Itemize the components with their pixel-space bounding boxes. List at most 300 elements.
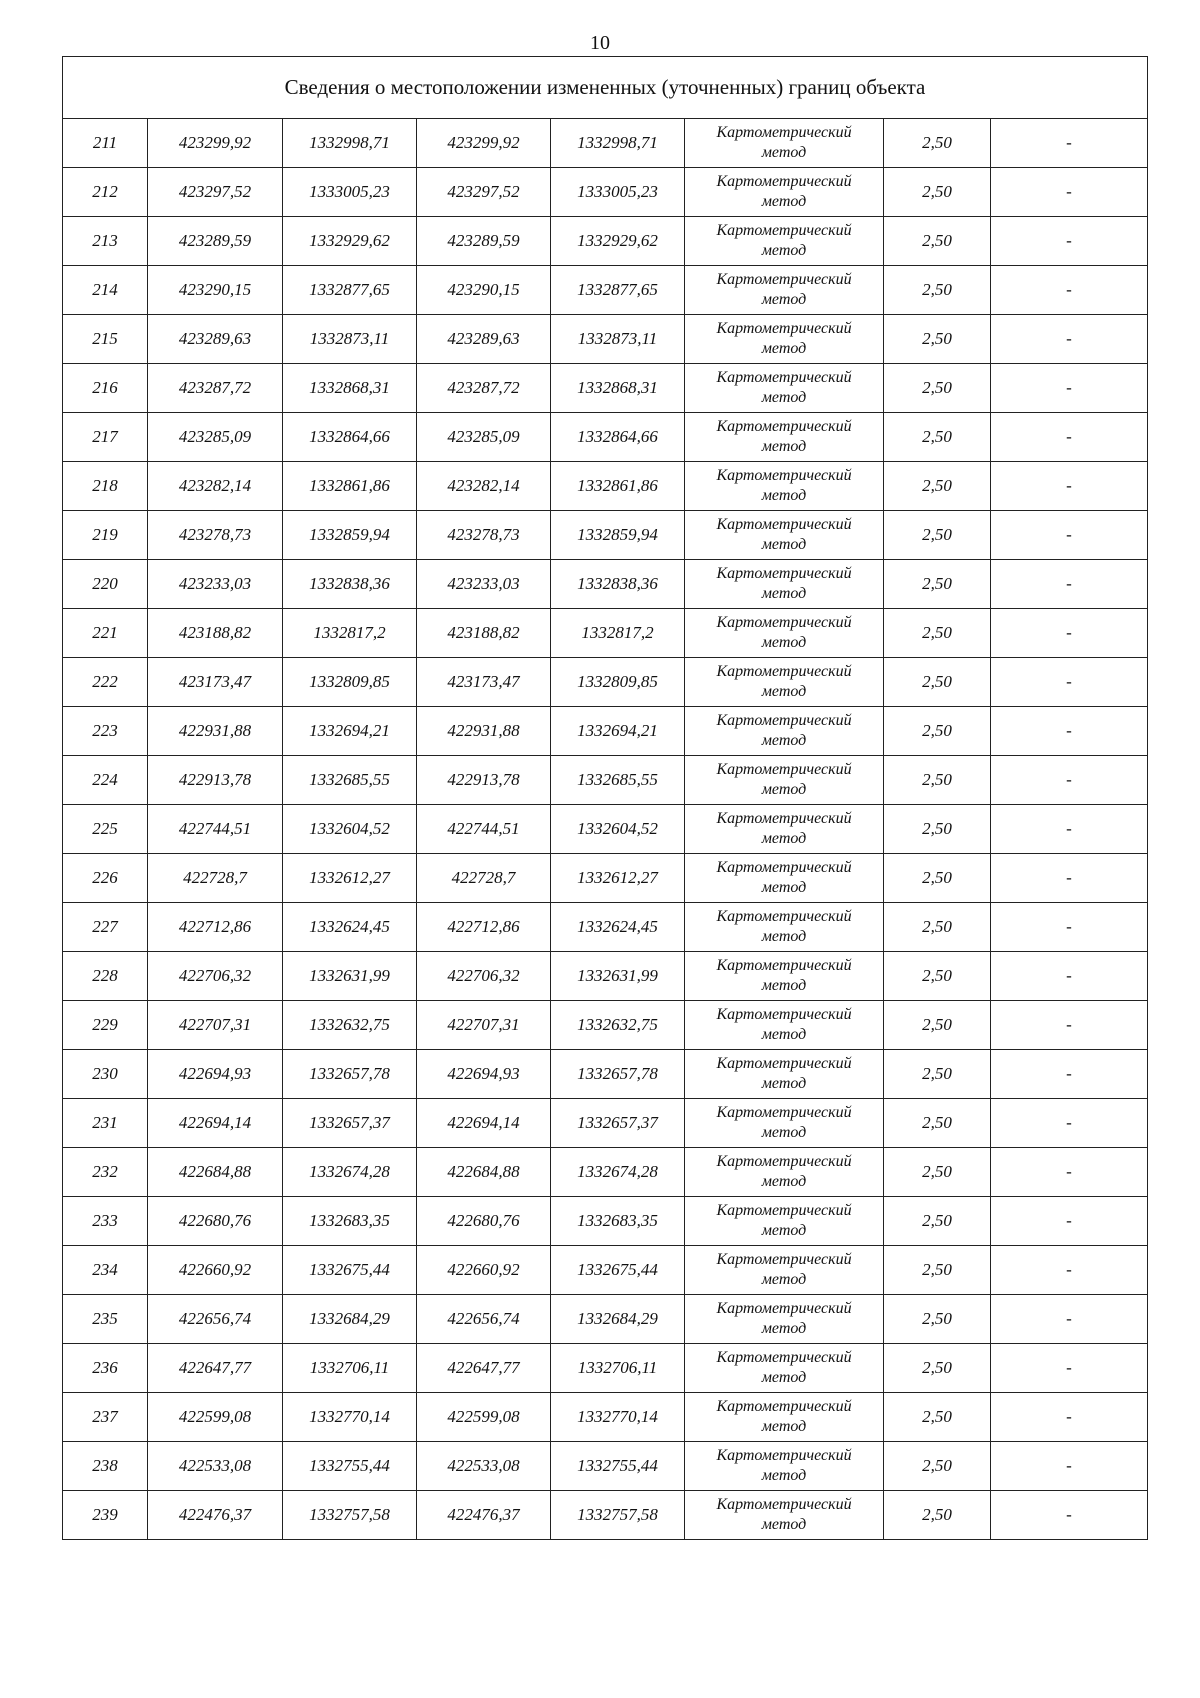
new-y-cell: 1332929,62 bbox=[551, 217, 685, 266]
point-number-cell: 219 bbox=[63, 511, 148, 560]
method-line-1: Картометрический bbox=[716, 712, 852, 729]
method-cell bbox=[685, 1001, 884, 1050]
note-cell: - bbox=[991, 952, 1148, 1001]
table-row bbox=[63, 560, 1148, 609]
table-row bbox=[63, 266, 1148, 315]
existing-x-cell: 422706,32 bbox=[148, 952, 283, 1001]
point-number-cell: 212 bbox=[63, 168, 148, 217]
table-row bbox=[63, 1442, 1148, 1491]
existing-x-cell: 422647,77 bbox=[148, 1344, 283, 1393]
existing-x-cell: 422680,76 bbox=[148, 1197, 283, 1246]
note-cell: - bbox=[991, 854, 1148, 903]
existing-y-cell: 1333005,23 bbox=[283, 168, 417, 217]
table-title: Сведения о местоположении измененных (уточненных) границ объекта bbox=[63, 57, 1148, 119]
new-y-cell: 1332757,58 bbox=[551, 1491, 685, 1540]
table-row bbox=[63, 756, 1148, 805]
table-title-row bbox=[63, 57, 1148, 119]
new-y-cell: 1333005,23 bbox=[551, 168, 685, 217]
point-number-cell: 227 bbox=[63, 903, 148, 952]
method-cell bbox=[685, 609, 884, 658]
note-cell: - bbox=[991, 119, 1148, 168]
method-cell bbox=[685, 413, 884, 462]
table-row bbox=[63, 805, 1148, 854]
existing-y-cell: 1332674,28 bbox=[283, 1148, 417, 1197]
new-x-cell: 422680,76 bbox=[417, 1197, 551, 1246]
method-line-2: метод bbox=[761, 1369, 807, 1386]
method-line-2: метод bbox=[761, 1075, 807, 1092]
new-x-cell: 423233,03 bbox=[417, 560, 551, 609]
point-number-cell: 233 bbox=[63, 1197, 148, 1246]
point-number-cell: 228 bbox=[63, 952, 148, 1001]
table-body bbox=[63, 57, 1148, 1540]
new-y-cell: 1332675,44 bbox=[551, 1246, 685, 1295]
new-x-cell: 422712,86 bbox=[417, 903, 551, 952]
note-cell: - bbox=[991, 1197, 1148, 1246]
method-line-1: Картометрический bbox=[716, 663, 852, 680]
existing-x-cell: 423188,82 bbox=[148, 609, 283, 658]
method-cell bbox=[685, 1344, 884, 1393]
existing-y-cell: 1332873,11 bbox=[283, 315, 417, 364]
existing-y-cell: 1332868,31 bbox=[283, 364, 417, 413]
new-y-cell: 1332604,52 bbox=[551, 805, 685, 854]
accuracy-cell: 2,50 bbox=[884, 952, 991, 1001]
existing-x-cell: 422476,37 bbox=[148, 1491, 283, 1540]
method-line-2: метод bbox=[761, 487, 807, 504]
note-cell: - bbox=[991, 756, 1148, 805]
point-number-cell: 220 bbox=[63, 560, 148, 609]
accuracy-cell: 2,50 bbox=[884, 1197, 991, 1246]
method-line-2: метод bbox=[761, 144, 807, 161]
note-cell: - bbox=[991, 1491, 1148, 1540]
new-y-cell: 1332685,55 bbox=[551, 756, 685, 805]
method-line-1: Картометрический bbox=[716, 1104, 852, 1121]
table-row bbox=[63, 854, 1148, 903]
note-cell: - bbox=[991, 1099, 1148, 1148]
accuracy-cell: 2,50 bbox=[884, 1246, 991, 1295]
table-row bbox=[63, 1295, 1148, 1344]
method-line-1: Картометрический bbox=[716, 1202, 852, 1219]
existing-x-cell: 422684,88 bbox=[148, 1148, 283, 1197]
table-row bbox=[63, 707, 1148, 756]
method-line-2: метод bbox=[761, 585, 807, 602]
point-number-cell: 218 bbox=[63, 462, 148, 511]
new-y-cell: 1332694,21 bbox=[551, 707, 685, 756]
new-x-cell: 422728,7 bbox=[417, 854, 551, 903]
new-x-cell: 423173,47 bbox=[417, 658, 551, 707]
existing-y-cell: 1332877,65 bbox=[283, 266, 417, 315]
accuracy-cell: 2,50 bbox=[884, 413, 991, 462]
method-line-1: Картометрический bbox=[716, 1447, 852, 1464]
method-line-2: метод bbox=[761, 1418, 807, 1435]
method-line-2: метод bbox=[761, 1467, 807, 1484]
method-line-1: Картометрический bbox=[716, 810, 852, 827]
method-line-2: метод bbox=[761, 242, 807, 259]
point-number-cell: 230 bbox=[63, 1050, 148, 1099]
method-line-2: метод bbox=[761, 1222, 807, 1239]
existing-y-cell: 1332685,55 bbox=[283, 756, 417, 805]
existing-x-cell: 423282,14 bbox=[148, 462, 283, 511]
method-cell bbox=[685, 1246, 884, 1295]
point-number-cell: 224 bbox=[63, 756, 148, 805]
accuracy-cell: 2,50 bbox=[884, 1442, 991, 1491]
new-y-cell: 1332684,29 bbox=[551, 1295, 685, 1344]
note-cell: - bbox=[991, 609, 1148, 658]
point-number-cell: 211 bbox=[63, 119, 148, 168]
new-x-cell: 422476,37 bbox=[417, 1491, 551, 1540]
table-row bbox=[63, 1050, 1148, 1099]
method-cell bbox=[685, 903, 884, 952]
new-y-cell: 1332998,71 bbox=[551, 119, 685, 168]
accuracy-cell: 2,50 bbox=[884, 756, 991, 805]
accuracy-cell: 2,50 bbox=[884, 805, 991, 854]
accuracy-cell: 2,50 bbox=[884, 707, 991, 756]
method-cell bbox=[685, 364, 884, 413]
method-line-2: метод bbox=[761, 389, 807, 406]
new-x-cell: 422707,31 bbox=[417, 1001, 551, 1050]
method-cell bbox=[685, 119, 884, 168]
new-x-cell: 423282,14 bbox=[417, 462, 551, 511]
existing-y-cell: 1332770,14 bbox=[283, 1393, 417, 1442]
point-number-cell: 234 bbox=[63, 1246, 148, 1295]
method-line-2: метод bbox=[761, 879, 807, 896]
existing-x-cell: 422656,74 bbox=[148, 1295, 283, 1344]
method-cell bbox=[685, 854, 884, 903]
existing-x-cell: 423289,59 bbox=[148, 217, 283, 266]
method-line-1: Картометрический bbox=[716, 124, 852, 141]
existing-x-cell: 423278,73 bbox=[148, 511, 283, 560]
new-x-cell: 422684,88 bbox=[417, 1148, 551, 1197]
method-line-2: метод bbox=[761, 193, 807, 210]
table-row bbox=[63, 1491, 1148, 1540]
table-row bbox=[63, 364, 1148, 413]
existing-y-cell: 1332817,2 bbox=[283, 609, 417, 658]
method-cell bbox=[685, 658, 884, 707]
new-y-cell: 1332861,86 bbox=[551, 462, 685, 511]
existing-y-cell: 1332684,29 bbox=[283, 1295, 417, 1344]
note-cell: - bbox=[991, 315, 1148, 364]
note-cell: - bbox=[991, 1148, 1148, 1197]
existing-y-cell: 1332657,37 bbox=[283, 1099, 417, 1148]
existing-x-cell: 423285,09 bbox=[148, 413, 283, 462]
table-row bbox=[63, 1197, 1148, 1246]
method-line-2: метод bbox=[761, 830, 807, 847]
method-line-1: Картометрический bbox=[716, 467, 852, 484]
new-y-cell: 1332683,35 bbox=[551, 1197, 685, 1246]
note-cell: - bbox=[991, 364, 1148, 413]
table-row bbox=[63, 952, 1148, 1001]
method-line-1: Картометрический bbox=[716, 1300, 852, 1317]
method-cell bbox=[685, 1393, 884, 1442]
existing-y-cell: 1332861,86 bbox=[283, 462, 417, 511]
note-cell: - bbox=[991, 1442, 1148, 1491]
method-line-1: Картометрический bbox=[716, 1251, 852, 1268]
new-y-cell: 1332838,36 bbox=[551, 560, 685, 609]
table-row bbox=[63, 315, 1148, 364]
note-cell: - bbox=[991, 658, 1148, 707]
point-number-cell: 236 bbox=[63, 1344, 148, 1393]
existing-x-cell: 423173,47 bbox=[148, 658, 283, 707]
new-x-cell: 423299,92 bbox=[417, 119, 551, 168]
accuracy-cell: 2,50 bbox=[884, 266, 991, 315]
new-y-cell: 1332755,44 bbox=[551, 1442, 685, 1491]
method-cell bbox=[685, 1050, 884, 1099]
existing-y-cell: 1332632,75 bbox=[283, 1001, 417, 1050]
table-row bbox=[63, 1393, 1148, 1442]
new-y-cell: 1332873,11 bbox=[551, 315, 685, 364]
accuracy-cell: 2,50 bbox=[884, 1050, 991, 1099]
method-cell bbox=[685, 1295, 884, 1344]
point-number-cell: 229 bbox=[63, 1001, 148, 1050]
method-line-1: Картометрический bbox=[716, 1006, 852, 1023]
method-line-1: Картометрический bbox=[716, 369, 852, 386]
method-line-2: метод bbox=[761, 1516, 807, 1533]
method-cell bbox=[685, 1197, 884, 1246]
new-y-cell: 1332624,45 bbox=[551, 903, 685, 952]
method-cell bbox=[685, 266, 884, 315]
new-y-cell: 1332612,27 bbox=[551, 854, 685, 903]
accuracy-cell: 2,50 bbox=[884, 1393, 991, 1442]
new-y-cell: 1332657,78 bbox=[551, 1050, 685, 1099]
existing-y-cell: 1332694,21 bbox=[283, 707, 417, 756]
table-row bbox=[63, 511, 1148, 560]
method-line-2: метод bbox=[761, 1320, 807, 1337]
accuracy-cell: 2,50 bbox=[884, 462, 991, 511]
existing-x-cell: 422694,14 bbox=[148, 1099, 283, 1148]
new-y-cell: 1332809,85 bbox=[551, 658, 685, 707]
existing-y-cell: 1332859,94 bbox=[283, 511, 417, 560]
existing-y-cell: 1332683,35 bbox=[283, 1197, 417, 1246]
new-x-cell: 423290,15 bbox=[417, 266, 551, 315]
method-line-2: метод bbox=[761, 291, 807, 308]
existing-y-cell: 1332624,45 bbox=[283, 903, 417, 952]
method-cell bbox=[685, 1491, 884, 1540]
existing-y-cell: 1332604,52 bbox=[283, 805, 417, 854]
new-y-cell: 1332868,31 bbox=[551, 364, 685, 413]
new-x-cell: 422660,92 bbox=[417, 1246, 551, 1295]
method-line-1: Картометрический bbox=[716, 1398, 852, 1415]
new-x-cell: 423278,73 bbox=[417, 511, 551, 560]
accuracy-cell: 2,50 bbox=[884, 1491, 991, 1540]
method-line-2: метод bbox=[761, 536, 807, 553]
accuracy-cell: 2,50 bbox=[884, 609, 991, 658]
method-cell bbox=[685, 1099, 884, 1148]
new-x-cell: 423289,59 bbox=[417, 217, 551, 266]
point-number-cell: 216 bbox=[63, 364, 148, 413]
accuracy-cell: 2,50 bbox=[884, 854, 991, 903]
note-cell: - bbox=[991, 413, 1148, 462]
accuracy-cell: 2,50 bbox=[884, 560, 991, 609]
existing-y-cell: 1332706,11 bbox=[283, 1344, 417, 1393]
method-cell bbox=[685, 952, 884, 1001]
method-line-2: метод bbox=[761, 634, 807, 651]
method-line-2: метод bbox=[761, 1271, 807, 1288]
method-line-2: метод bbox=[761, 732, 807, 749]
existing-y-cell: 1332675,44 bbox=[283, 1246, 417, 1295]
method-line-1: Картометрический bbox=[716, 957, 852, 974]
table-row bbox=[63, 658, 1148, 707]
point-number-cell: 217 bbox=[63, 413, 148, 462]
note-cell: - bbox=[991, 168, 1148, 217]
existing-y-cell: 1332657,78 bbox=[283, 1050, 417, 1099]
note-cell: - bbox=[991, 266, 1148, 315]
boundary-coordinates-table bbox=[62, 56, 1148, 1540]
note-cell: - bbox=[991, 1246, 1148, 1295]
new-x-cell: 423289,63 bbox=[417, 315, 551, 364]
table-row bbox=[63, 119, 1148, 168]
accuracy-cell: 2,50 bbox=[884, 168, 991, 217]
method-cell bbox=[685, 168, 884, 217]
method-cell bbox=[685, 511, 884, 560]
existing-x-cell: 423289,63 bbox=[148, 315, 283, 364]
accuracy-cell: 2,50 bbox=[884, 511, 991, 560]
table-row bbox=[63, 217, 1148, 266]
existing-y-cell: 1332998,71 bbox=[283, 119, 417, 168]
table-row bbox=[63, 1344, 1148, 1393]
existing-x-cell: 422694,93 bbox=[148, 1050, 283, 1099]
accuracy-cell: 2,50 bbox=[884, 1295, 991, 1344]
method-line-2: метод bbox=[761, 1173, 807, 1190]
new-x-cell: 423285,09 bbox=[417, 413, 551, 462]
new-x-cell: 422694,14 bbox=[417, 1099, 551, 1148]
existing-y-cell: 1332755,44 bbox=[283, 1442, 417, 1491]
note-cell: - bbox=[991, 903, 1148, 952]
table-row bbox=[63, 462, 1148, 511]
method-line-2: метод bbox=[761, 340, 807, 357]
new-x-cell: 422744,51 bbox=[417, 805, 551, 854]
method-line-1: Картометрический bbox=[716, 565, 852, 582]
method-cell bbox=[685, 707, 884, 756]
accuracy-cell: 2,50 bbox=[884, 1148, 991, 1197]
method-line-2: метод bbox=[761, 683, 807, 700]
point-number-cell: 239 bbox=[63, 1491, 148, 1540]
existing-x-cell: 423290,15 bbox=[148, 266, 283, 315]
method-cell bbox=[685, 1148, 884, 1197]
existing-y-cell: 1332929,62 bbox=[283, 217, 417, 266]
note-cell: - bbox=[991, 511, 1148, 560]
new-x-cell: 422599,08 bbox=[417, 1393, 551, 1442]
note-cell: - bbox=[991, 707, 1148, 756]
accuracy-cell: 2,50 bbox=[884, 903, 991, 952]
method-line-1: Картометрический bbox=[716, 222, 852, 239]
existing-y-cell: 1332864,66 bbox=[283, 413, 417, 462]
method-cell bbox=[685, 1442, 884, 1491]
method-line-2: метод bbox=[761, 438, 807, 455]
method-cell bbox=[685, 315, 884, 364]
method-line-1: Картометрический bbox=[716, 761, 852, 778]
point-number-cell: 215 bbox=[63, 315, 148, 364]
table-row bbox=[63, 609, 1148, 658]
new-y-cell: 1332632,75 bbox=[551, 1001, 685, 1050]
table-row bbox=[63, 903, 1148, 952]
existing-y-cell: 1332838,36 bbox=[283, 560, 417, 609]
point-number-cell: 214 bbox=[63, 266, 148, 315]
table-row bbox=[63, 413, 1148, 462]
new-x-cell: 422706,32 bbox=[417, 952, 551, 1001]
new-x-cell: 423188,82 bbox=[417, 609, 551, 658]
new-x-cell: 422533,08 bbox=[417, 1442, 551, 1491]
method-line-1: Картометрический bbox=[716, 1055, 852, 1072]
new-y-cell: 1332706,11 bbox=[551, 1344, 685, 1393]
note-cell: - bbox=[991, 1393, 1148, 1442]
existing-x-cell: 422660,92 bbox=[148, 1246, 283, 1295]
point-number-cell: 238 bbox=[63, 1442, 148, 1491]
accuracy-cell: 2,50 bbox=[884, 1344, 991, 1393]
method-cell bbox=[685, 756, 884, 805]
new-y-cell: 1332817,2 bbox=[551, 609, 685, 658]
existing-x-cell: 422712,86 bbox=[148, 903, 283, 952]
new-x-cell: 423287,72 bbox=[417, 364, 551, 413]
new-x-cell: 422647,77 bbox=[417, 1344, 551, 1393]
existing-x-cell: 423297,52 bbox=[148, 168, 283, 217]
method-line-2: метод bbox=[761, 977, 807, 994]
existing-x-cell: 422744,51 bbox=[148, 805, 283, 854]
method-line-1: Картометрический bbox=[716, 320, 852, 337]
method-line-1: Картометрический bbox=[716, 614, 852, 631]
new-x-cell: 423297,52 bbox=[417, 168, 551, 217]
method-line-1: Картометрический bbox=[716, 516, 852, 533]
existing-x-cell: 422707,31 bbox=[148, 1001, 283, 1050]
table-row bbox=[63, 168, 1148, 217]
point-number-cell: 237 bbox=[63, 1393, 148, 1442]
existing-y-cell: 1332631,99 bbox=[283, 952, 417, 1001]
new-x-cell: 422694,93 bbox=[417, 1050, 551, 1099]
existing-x-cell: 423299,92 bbox=[148, 119, 283, 168]
accuracy-cell: 2,50 bbox=[884, 658, 991, 707]
new-y-cell: 1332770,14 bbox=[551, 1393, 685, 1442]
existing-x-cell: 422931,88 bbox=[148, 707, 283, 756]
table-row bbox=[63, 1001, 1148, 1050]
note-cell: - bbox=[991, 805, 1148, 854]
method-cell bbox=[685, 560, 884, 609]
existing-y-cell: 1332757,58 bbox=[283, 1491, 417, 1540]
note-cell: - bbox=[991, 1344, 1148, 1393]
new-y-cell: 1332674,28 bbox=[551, 1148, 685, 1197]
method-line-1: Картометрический bbox=[716, 859, 852, 876]
method-cell bbox=[685, 462, 884, 511]
method-line-1: Картометрический bbox=[716, 418, 852, 435]
point-number-cell: 213 bbox=[63, 217, 148, 266]
note-cell: - bbox=[991, 1295, 1148, 1344]
note-cell: - bbox=[991, 462, 1148, 511]
method-line-2: метод bbox=[761, 781, 807, 798]
new-x-cell: 422656,74 bbox=[417, 1295, 551, 1344]
accuracy-cell: 2,50 bbox=[884, 315, 991, 364]
method-line-1: Картометрический bbox=[716, 271, 852, 288]
method-line-1: Картометрический bbox=[716, 1496, 852, 1513]
method-line-1: Картометрический bbox=[716, 908, 852, 925]
accuracy-cell: 2,50 bbox=[884, 217, 991, 266]
table-row bbox=[63, 1099, 1148, 1148]
existing-y-cell: 1332612,27 bbox=[283, 854, 417, 903]
accuracy-cell: 2,50 bbox=[884, 364, 991, 413]
method-line-2: метод bbox=[761, 1124, 807, 1141]
accuracy-cell: 2,50 bbox=[884, 119, 991, 168]
new-y-cell: 1332859,94 bbox=[551, 511, 685, 560]
point-number-cell: 225 bbox=[63, 805, 148, 854]
table-row bbox=[63, 1246, 1148, 1295]
method-line-2: метод bbox=[761, 928, 807, 945]
note-cell: - bbox=[991, 560, 1148, 609]
point-number-cell: 223 bbox=[63, 707, 148, 756]
new-y-cell: 1332864,66 bbox=[551, 413, 685, 462]
method-cell bbox=[685, 805, 884, 854]
new-x-cell: 422913,78 bbox=[417, 756, 551, 805]
table-row bbox=[63, 1148, 1148, 1197]
new-y-cell: 1332657,37 bbox=[551, 1099, 685, 1148]
new-x-cell: 422931,88 bbox=[417, 707, 551, 756]
point-number-cell: 231 bbox=[63, 1099, 148, 1148]
note-cell: - bbox=[991, 1001, 1148, 1050]
